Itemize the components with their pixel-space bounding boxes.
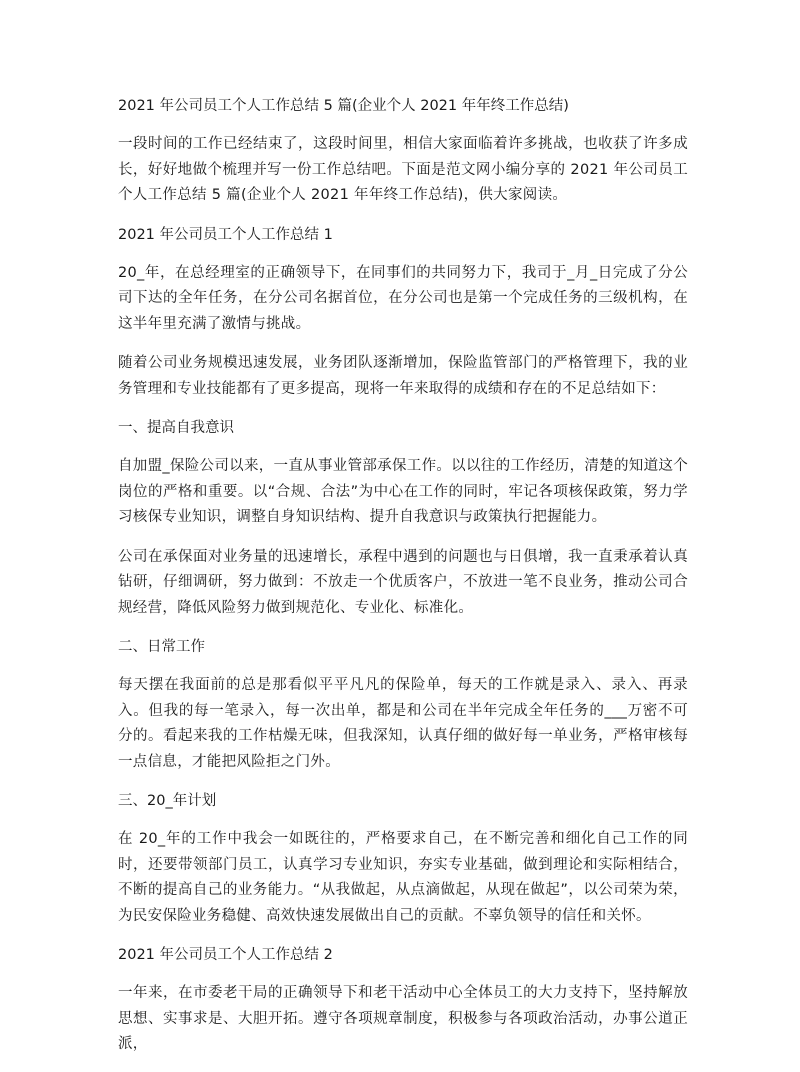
document-page bbox=[118, 88, 688, 1072]
section-1-paragraph-1: 20_年，在总经理室的正确领导下，在同事们的共同努力下，我司于_月_日完成了分公司下达的全年任务，在分公司名据首位，在分公司也是第一个完成任务的三级机构，在这半年里充满了激情与挑战。 bbox=[118, 264, 688, 332]
intro-paragraph: 一段时间的工作已经结束了，这段时间里，相信大家面临着许多挑战，也收获了许多成长，好好地做个梳理并写一份工作总结吧。下面是范文网小编分享的 2021 年公司员工个人工作总结 5 篇(企业个人 2021 年年终工作总结)，供大家阅读。 bbox=[118, 136, 688, 203]
subheading-daily-work: 二、日常工作 bbox=[118, 639, 205, 655]
document-title: 2021 年公司员工个人工作总结 5 篇(企业个人 2021 年年终工作总结) bbox=[118, 98, 569, 114]
subheading-self-awareness: 一、提高自我意识 bbox=[118, 420, 234, 436]
section-2-paragraph-1: 一年来，在市委老干局的正确领导下和老干活动中心全体员工的大力支持下，坚持解放思想、实事求是、大胆开拓。遵守各项规章制度，积极参与各项政治活动，办事公道正派， bbox=[118, 985, 688, 1052]
subheading-plan: 三、20_年计划 bbox=[118, 793, 217, 809]
section-2-title: 2021 年公司员工个人工作总结 2 bbox=[118, 947, 333, 963]
section-1-paragraph-6: 在 20_年的工作中我会一如既往的，严格要求自己，在不断完善和细化自己工作的同时，还要带领部门员工，认真学习专业知识，夯实专业基础，做到理论和实际相结合，不断的提高自己的业务能力。“从我做起，从点滴做起，从现在做起”，以公司荣为荣，为民安保险业务稳健、高效快速发展做出自己的贡献。不辜负领导的信任和关怀。 bbox=[118, 831, 688, 924]
section-1-paragraph-2: 随着公司业务规模迅速发展，业务团队逐渐增加，保险监管部门的严格管理下，我的业务管理和专业技能都有了更多提高，现将一年来取得的成绩和存在的不足总结如下： bbox=[118, 355, 688, 397]
section-1-paragraph-4: 公司在承保面对业务量的迅速增长，承程中遇到的问题也与日俱增，我一直秉承着认真钻研，仔细调研，努力做到：不放走一个优质客户，不放进一笔不良业务，推动公司合规经营，降低风险努力做到规范化、专业化、标准化。 bbox=[118, 548, 688, 616]
section-1-title: 2021 年公司员工个人工作总结 1 bbox=[118, 226, 333, 243]
section-1-paragraph-3: 自加盟_保险公司以来，一直从事业管部承保工作。以以往的工作经历，清楚的知道这个岗位的严格和重要。以“合规、合法”为中心在工作的同时，牢记各项核保政策，努力学习核保专业知识，调整自身知识结构、提升自我意识与政策执行把握能力。 bbox=[118, 458, 688, 525]
section-1-paragraph-5: 每天摆在我面前的总是那看似平平凡凡的保险单，每天的工作就是录入、录入、再录入。但我的每一笔录入，每一次出单，都是和公司在半年完成全年任务的___万密不可分的。看起来我的工作枯燥无味，但我深知，认真仔细的做好每一单业务，严格审核每一点信息，才能把风险拒之门外。 bbox=[118, 677, 688, 770]
